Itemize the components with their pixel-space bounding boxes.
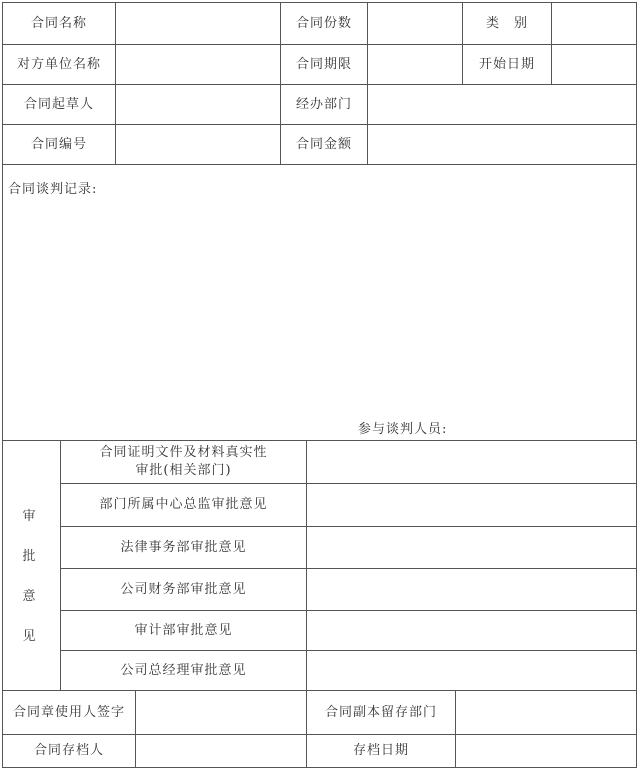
label-handling-dept: 经办部门 bbox=[295, 96, 352, 112]
vline bbox=[455, 690, 456, 768]
negotiation-record-label: 合同谈判记录: bbox=[8, 182, 98, 197]
side-char: 审 bbox=[22, 509, 36, 524]
vline bbox=[551, 2, 552, 85]
participants-label: 参与谈判人员: bbox=[358, 422, 448, 437]
approval-row-finance: 公司财务部审批意见 bbox=[120, 581, 247, 597]
label-archive-date: 存档日期 bbox=[352, 743, 409, 759]
label-contract-name: 合同名称 bbox=[30, 15, 87, 31]
vline bbox=[306, 440, 307, 691]
approval-row-authenticity bbox=[61, 441, 306, 483]
vline bbox=[115, 2, 116, 165]
field-contract-name bbox=[368, 3, 462, 44]
side-char: 见 bbox=[22, 629, 36, 644]
label-drafter: 合同起草人 bbox=[23, 96, 94, 112]
hline bbox=[2, 164, 637, 165]
hline bbox=[2, 767, 637, 768]
approval-row-line: 合同证明文件及材料真实性 bbox=[99, 445, 268, 461]
label-copy-dept: 合同副本留存部门 bbox=[324, 704, 437, 720]
approval-row-center-director: 部门所属中心总监审批意见 bbox=[99, 497, 268, 513]
label-contract-term: 合同期限 bbox=[295, 56, 352, 72]
side-char: 批 bbox=[22, 549, 36, 564]
label-counterparty: 对方单位名称 bbox=[16, 56, 101, 72]
vline bbox=[135, 690, 136, 768]
side-char: 意 bbox=[22, 589, 36, 604]
approval-row-general-manager: 公司总经理审批意见 bbox=[120, 662, 247, 678]
label-seal-user-sign: 合同章使用人签字 bbox=[12, 704, 125, 720]
approval-row-line: 审批(相关部门) bbox=[135, 463, 232, 478]
label-contract-copies: 合同份数 bbox=[295, 15, 352, 31]
label-contract-no: 合同编号 bbox=[30, 136, 87, 152]
label-category: 类 别 bbox=[485, 15, 528, 31]
label-contract-amount: 合同金额 bbox=[295, 136, 352, 152]
approval-row-audit: 审计部审批意见 bbox=[134, 622, 233, 638]
vline bbox=[636, 2, 637, 768]
approval-row-legal: 法律事务部审批意见 bbox=[120, 539, 247, 555]
label-start-date: 开始日期 bbox=[478, 56, 535, 72]
label-archivist: 合同存档人 bbox=[33, 743, 104, 759]
